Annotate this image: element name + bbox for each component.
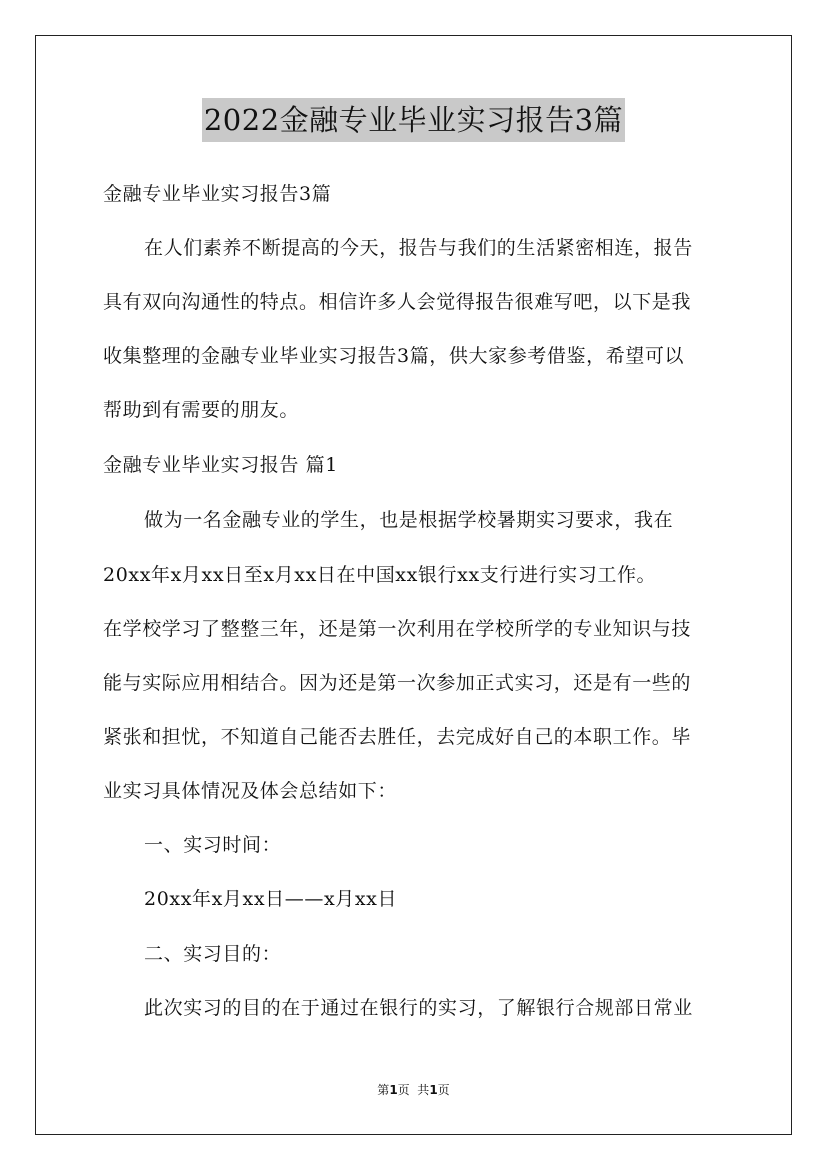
section1-line-2: 20xx年x月xx日至x月xx日在中国xx银行xx支行进行实习工作。 [103,564,657,586]
intro-line-1: 在人们素养不断提高的今天，报告与我们的生活紧密相连，报告 [144,237,693,259]
footer-page-current: 1 [389,1083,398,1097]
item2-heading: 二、实习目的： [144,943,282,965]
item1-value: 20xx年x月xx日——x月xx日 [144,888,398,910]
intro-line-4: 帮助到有需要的朋友。 [103,399,300,421]
document-title: 2022金融专业毕业实习报告3篇 [202,98,625,142]
section1-line-1: 做为一名金融专业的学生，也是根据学校暑期实习要求，我在 [144,509,674,531]
footer-page-suffix: 页 [437,1083,450,1097]
document-subtitle: 金融专业毕业实习报告3篇 [103,183,332,205]
intro-line-2: 具有双向沟通性的特点。相信许多人会觉得报告很难写吧，以下是我 [103,291,692,313]
intro-line-3: 收集整理的金融专业毕业实习报告3篇，供大家参考借鉴，希望可以 [103,345,685,367]
footer-page-mid: 页 共 [397,1083,430,1097]
footer-page-total: 1 [429,1083,438,1097]
title-container [0,98,827,142]
section1-line-4: 能与实际应用相结合。因为还是第一次参加正式实习，还是有一些的 [103,672,692,694]
section1-line-5: 紧张和担忧，不知道自己能否去胜任，去完成好自己的本职工作。毕 [103,726,692,748]
section1-line-6: 业实习具体情况及体会总结如下： [103,780,398,802]
section1-line-3: 在学校学习了整整三年，还是第一次利用在学校所学的专业知识与技 [103,618,692,640]
page-footer [0,1082,827,1098]
section1-heading: 金融专业毕业实习报告 篇1 [103,454,338,476]
item2-line: 此次实习的目的在于通过在银行的实习，了解银行合规部日常业 [144,997,693,1019]
footer-page-prefix: 第 [377,1083,390,1097]
item1-heading: 一、实习时间： [144,834,282,856]
